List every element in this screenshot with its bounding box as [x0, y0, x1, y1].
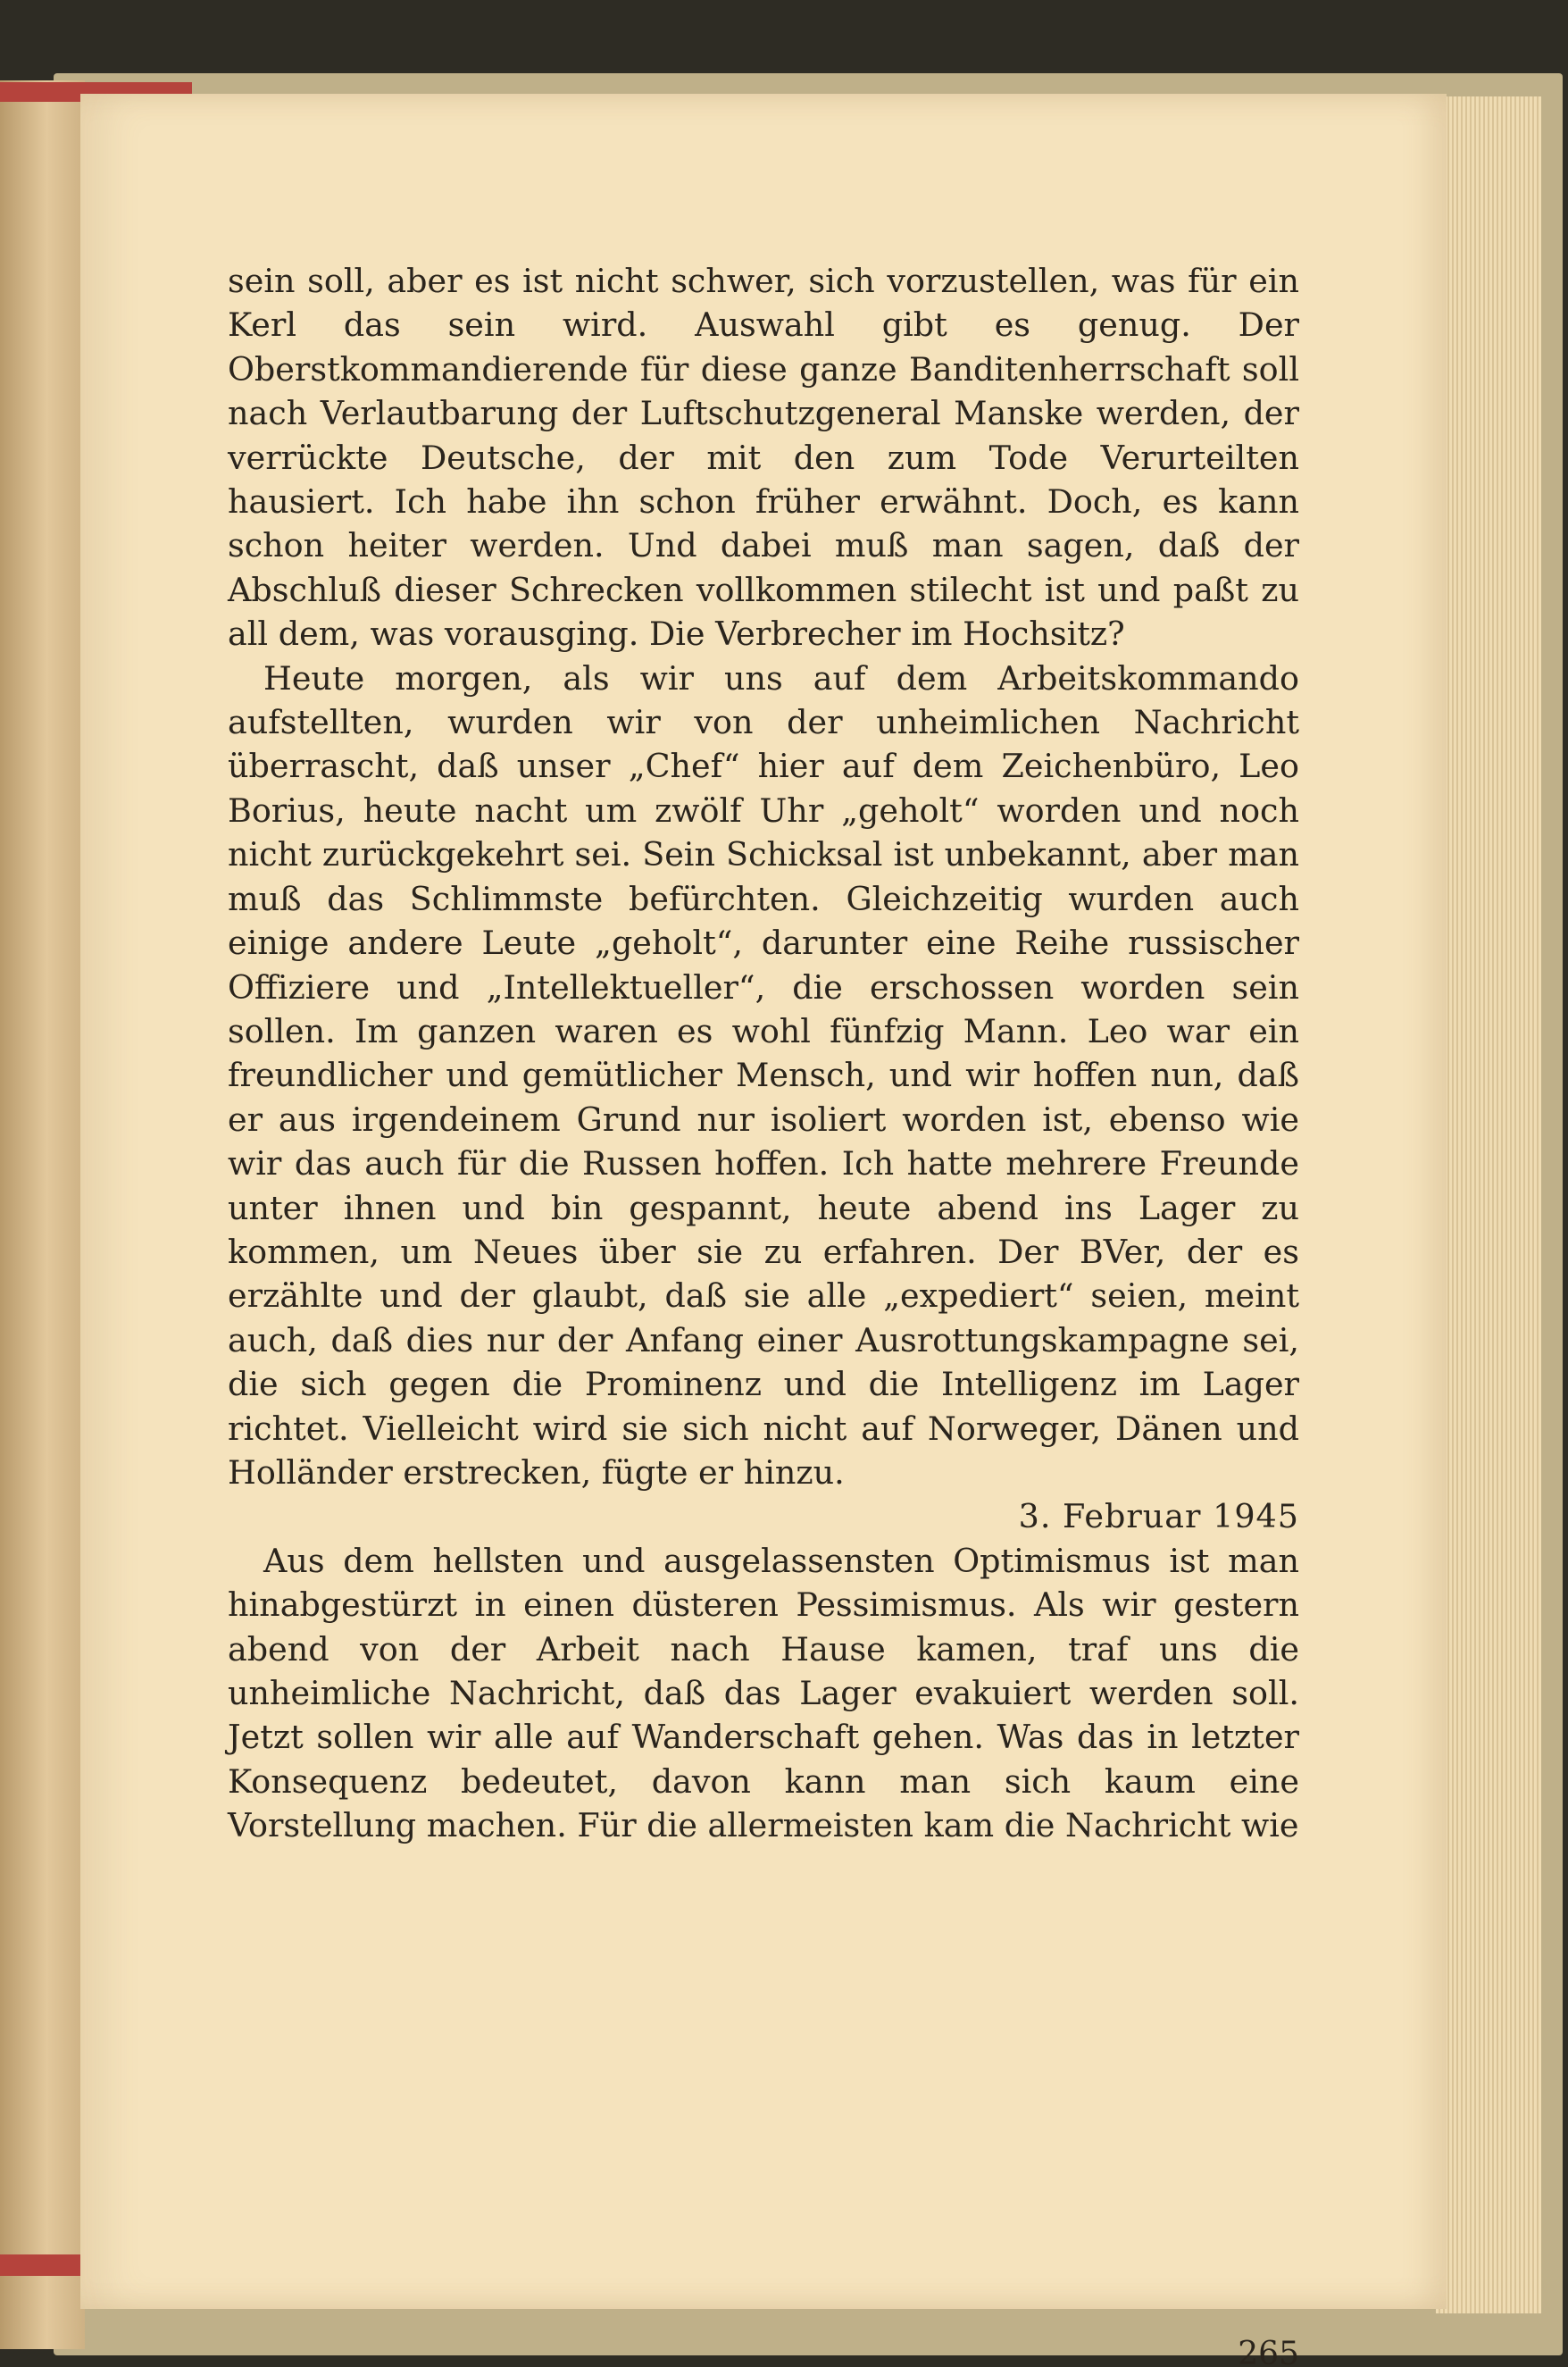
paragraph-3: Aus dem hellsten und ausgelassensten Optimismus ist man hinabgestürzt in einen düsteren Pessimismus. Als wir gestern abend von der Arbeit nach Hause kamen, traf uns die unheimliche Nachricht, daß das Lager evakuiert werden soll. Jetzt sollen wir alle auf Wanderschaft gehen. Was das in letzter Konsequenz bedeutet, davon kann man sich kaum eine Vorstellung machen. Für die allermeisten kam die Nachricht wie [228, 1541, 1299, 1845]
page-block-edges [1436, 96, 1541, 2313]
left-page-sliver [0, 80, 85, 2349]
page-text [228, 259, 1299, 1848]
page-number: 265 [1238, 2336, 1299, 2367]
paragraph-1: sein soll, aber es ist nicht schwer, sich vorzustellen, was für ein Kerl das sein wird. Auswahl gibt es genug. Der Oberstkommandierende für diese ganze Banditenherrschaft soll nach Verlautbarung der Luftschutzgeneral Manske werden, der verrückte Deutsche, der mit den zum Tode Verurteilten hausiert. Ich habe ihn schon früher erwähnt. Doch, es kann schon heiter werden. Und dabei muß man sagen, daß der Abschluß dieser Schrecken vollkommen stilecht ist und paßt zu all dem, was vorausging. Die Verbrecher im Hochsitz? [228, 262, 1299, 654]
headband-bottom [0, 2254, 85, 2276]
paragraph-2: Heute morgen, als wir uns auf dem Arbeitskommando aufstellten, wurden wir von der unheimlichen Nachricht überrascht, daß unser „Chef“ hier auf dem Zeichenbüro, Leo Borius, heute nacht um zwölf Uhr „geholt“ worden und noch nicht zurückgekehrt sei. Sein Schicksal ist unbekannt, aber man muß das Schlimmste befürchten. Gleichzeitig wurden auch einige andere Leute „geholt“, darunter eine Reihe russischer Offiziere und „Intellektueller“, die erschossen worden sein sollen. Im ganzen waren es wohl fünfzig Mann. Leo war ein freundlicher und gemütlicher Mensch, und wir hoffen nun, daß er aus irgendeinem Grund nur isoliert worden ist, ebenso wie wir das auch für die Russen hoffen. Ich hatte mehrere Freunde unter ihnen und bin gespannt, heute abend ins Lager zu kommen, um Neues über sie zu erfahren. Der BVer, der es erzählte und der glaubt, daß sie alle „expediert“ seien, meint auch, daß dies nur der Anfang einer Ausrottungskampagne sei, die sich gegen die Prominenz und die Intelligenz im Lager richtet. Vielleicht wird sie sich nicht auf Norweger, Dänen und Holländer erstrecken, fügte er hinzu. [228, 658, 1299, 1492]
book-page [80, 94, 1447, 2367]
date-heading: 3. Februar 1945 [1018, 1497, 1299, 1536]
